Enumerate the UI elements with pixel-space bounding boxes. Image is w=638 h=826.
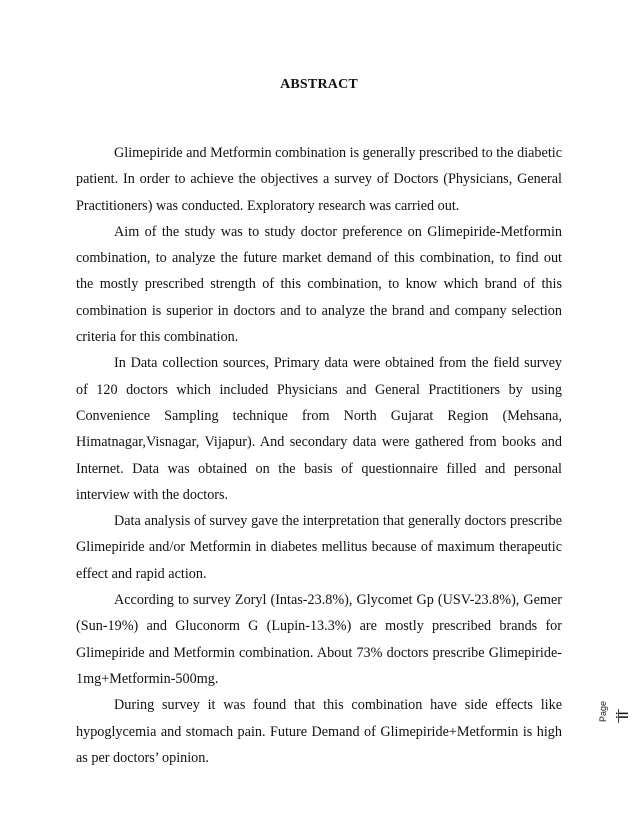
- page-label: Page: [598, 700, 608, 722]
- paragraph-2: Aim of the study was to study doctor preference on Glimepiride-Metformin combination, to analyze the future market demand of this combination, to find out the mostly prescribed strength of this combination, to know which brand of this combination is superior in doctors and to analyze the brand and company selection criteria for this combination.: [76, 223, 562, 346]
- paragraph-6: During survey it was found that this combination have side effects like hypoglycemia and stomach pain. Future Demand of Glimepiride+Metformin is high as per doctors’ opinion.: [76, 697, 562, 766]
- paragraph-4: Data analysis of survey gave the interpretation that generally doctors prescribe Glimepiride and/or Metformin in diabetes mellitus because of maximum therapeutic effect and rapid action.: [76, 513, 562, 582]
- abstract-heading: ABSTRACT: [280, 77, 358, 92]
- page-number: ii: [613, 711, 632, 719]
- paragraph-1: Glimepiride and Metformin combination is generally prescribed to the diabetic patient. In order to achieve the objectives a survey of Doctors (Physicians, General Practitioners) was conducted. Exploratory research was carried out.: [76, 145, 562, 214]
- paragraph-5: According to survey Zoryl (Intas-23.8%), Glycomet Gp (USV-23.8%), Gemer (Sun-19%) and Gluconorm G (Lupin-13.3%) are mostly prescribed brands for Glimepiride and Metformin combination. About 73% doctors prescribe Glimepiride-1mg+Metformin-500mg.: [76, 592, 562, 687]
- abstract-body: [76, 140, 562, 771]
- paragraph-3: In Data collection sources, Primary data were obtained from the field survey of 120 doctors which included Physicians and General Practitioners by using Convenience Sampling technique from North Gujarat Region (Mehsana, Himatnagar,Visnagar, Vijapur). And secondary data were gathered from books and Internet. Data was obtained on the basis of questionnaire filled and personal interview with the doctors.: [76, 355, 562, 503]
